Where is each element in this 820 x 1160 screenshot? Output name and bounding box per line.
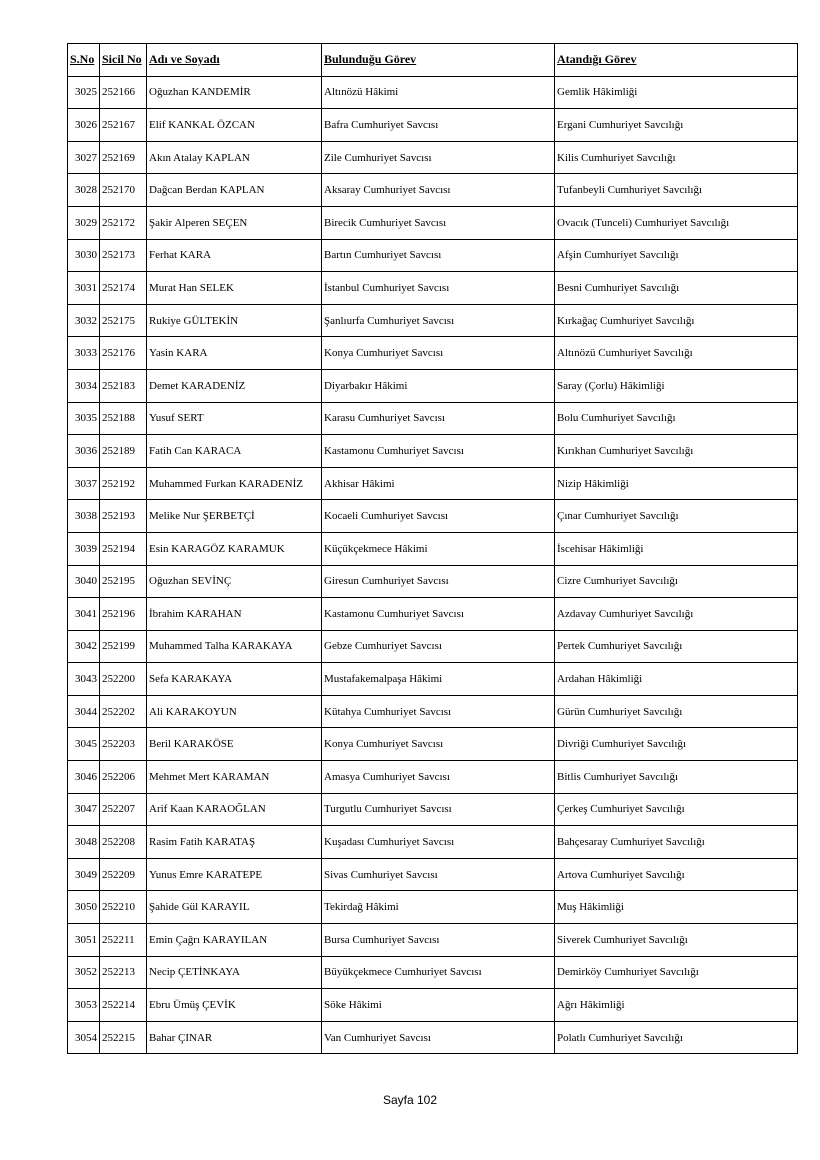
- cell-sicil: 252209: [100, 858, 147, 891]
- cell-name: Bahar ÇINAR: [147, 1021, 322, 1054]
- cell-current-post: Bartın Cumhuriyet Savcısı: [322, 239, 555, 272]
- header-sicil: Sicil No: [100, 44, 147, 77]
- cell-name: Akın Atalay KAPLAN: [147, 141, 322, 174]
- table-row: [68, 695, 798, 728]
- cell-sno: 3042: [68, 630, 100, 663]
- cell-sicil: 252214: [100, 989, 147, 1022]
- cell-current-post: Bafra Cumhuriyet Savcısı: [322, 109, 555, 142]
- cell-name: Dağcan Berdan KAPLAN: [147, 174, 322, 207]
- cell-sno: 3049: [68, 858, 100, 891]
- cell-sno: 3030: [68, 239, 100, 272]
- cell-current-post: Küçükçekmece Hâkimi: [322, 532, 555, 565]
- cell-current-post: Gebze Cumhuriyet Savcısı: [322, 630, 555, 663]
- cell-current-post: Kocaeli Cumhuriyet Savcısı: [322, 500, 555, 533]
- cell-sicil: 252169: [100, 141, 147, 174]
- table-row: [68, 728, 798, 761]
- cell-assigned-post: Kilis Cumhuriyet Savcılığı: [555, 141, 798, 174]
- cell-sno: 3040: [68, 565, 100, 598]
- cell-current-post: Konya Cumhuriyet Savcısı: [322, 337, 555, 370]
- cell-assigned-post: Kırkağaç Cumhuriyet Savcılığı: [555, 304, 798, 337]
- cell-assigned-post: Tufanbeyli Cumhuriyet Savcılığı: [555, 174, 798, 207]
- cell-assigned-post: Siverek Cumhuriyet Savcılığı: [555, 924, 798, 957]
- cell-current-post: Söke Hâkimi: [322, 989, 555, 1022]
- cell-assigned-post: Polatlı Cumhuriyet Savcılığı: [555, 1021, 798, 1054]
- cell-assigned-post: Azdavay Cumhuriyet Savcılığı: [555, 598, 798, 631]
- cell-assigned-post: Gemlik Hâkimliği: [555, 76, 798, 109]
- cell-name: Sefa KARAKAYA: [147, 663, 322, 696]
- cell-sicil: 252193: [100, 500, 147, 533]
- cell-name: Fatih Can KARACA: [147, 435, 322, 468]
- cell-sicil: 252210: [100, 891, 147, 924]
- cell-current-post: İstanbul Cumhuriyet Savcısı: [322, 272, 555, 305]
- header-name: Adı ve Soyadı: [147, 44, 322, 77]
- cell-sicil: 252199: [100, 630, 147, 663]
- table-row: [68, 598, 798, 631]
- cell-sno: 3053: [68, 989, 100, 1022]
- table-row: [68, 500, 798, 533]
- cell-name: Murat Han SELEK: [147, 272, 322, 305]
- cell-assigned-post: İscehisar Hâkimliği: [555, 532, 798, 565]
- cell-name: Ferhat KARA: [147, 239, 322, 272]
- cell-assigned-post: Saray (Çorlu) Hâkimliği: [555, 369, 798, 402]
- cell-assigned-post: Artova Cumhuriyet Savcılığı: [555, 858, 798, 891]
- cell-name: Oğuzhan KANDEMİR: [147, 76, 322, 109]
- cell-current-post: Akhisar Hâkimi: [322, 467, 555, 500]
- table-row: [68, 402, 798, 435]
- cell-assigned-post: Besni Cumhuriyet Savcılığı: [555, 272, 798, 305]
- cell-assigned-post: Çınar Cumhuriyet Savcılığı: [555, 500, 798, 533]
- cell-sicil: 252170: [100, 174, 147, 207]
- table-row: [68, 924, 798, 957]
- table-row: [68, 337, 798, 370]
- cell-sno: 3050: [68, 891, 100, 924]
- cell-assigned-post: Afşin Cumhuriyet Savcılığı: [555, 239, 798, 272]
- cell-sicil: 252200: [100, 663, 147, 696]
- assignment-table: [67, 43, 798, 1054]
- cell-current-post: Zile Cumhuriyet Savcısı: [322, 141, 555, 174]
- cell-assigned-post: Divriği Cumhuriyet Savcılığı: [555, 728, 798, 761]
- table-row: [68, 989, 798, 1022]
- cell-current-post: Kuşadası Cumhuriyet Savcısı: [322, 826, 555, 859]
- cell-sicil: 252202: [100, 695, 147, 728]
- table-row: [68, 304, 798, 337]
- cell-sno: 3034: [68, 369, 100, 402]
- table-row: [68, 76, 798, 109]
- cell-sicil: 252195: [100, 565, 147, 598]
- cell-current-post: Kütahya Cumhuriyet Savcısı: [322, 695, 555, 728]
- cell-name: Rasim Fatih KARATAŞ: [147, 826, 322, 859]
- cell-name: Elif KANKAL ÖZCAN: [147, 109, 322, 142]
- cell-current-post: Altınözü Hâkimi: [322, 76, 555, 109]
- cell-sicil: 252188: [100, 402, 147, 435]
- table-row: [68, 630, 798, 663]
- cell-name: Necip ÇETİNKAYA: [147, 956, 322, 989]
- table-row: [68, 467, 798, 500]
- cell-sno: 3054: [68, 1021, 100, 1054]
- cell-name: Yunus Emre KARATEPE: [147, 858, 322, 891]
- table-row: [68, 1021, 798, 1054]
- table-row: [68, 826, 798, 859]
- cell-sno: 3025: [68, 76, 100, 109]
- cell-name: Beril KARAKÖSE: [147, 728, 322, 761]
- cell-name: Yasin KARA: [147, 337, 322, 370]
- header-sno: S.No: [68, 44, 100, 77]
- cell-sno: 3048: [68, 826, 100, 859]
- cell-sno: 3045: [68, 728, 100, 761]
- cell-current-post: Bursa Cumhuriyet Savcısı: [322, 924, 555, 957]
- table-header-row: [68, 44, 798, 77]
- table-row: [68, 174, 798, 207]
- cell-sno: 3036: [68, 435, 100, 468]
- cell-current-post: Amasya Cumhuriyet Savcısı: [322, 761, 555, 794]
- table-row: [68, 891, 798, 924]
- cell-sicil: 252174: [100, 272, 147, 305]
- cell-sno: 3031: [68, 272, 100, 305]
- cell-current-post: Aksaray Cumhuriyet Savcısı: [322, 174, 555, 207]
- cell-sicil: 252211: [100, 924, 147, 957]
- cell-current-post: Giresun Cumhuriyet Savcısı: [322, 565, 555, 598]
- cell-name: Yusuf SERT: [147, 402, 322, 435]
- cell-sno: 3028: [68, 174, 100, 207]
- cell-assigned-post: Altınözü Cumhuriyet Savcılığı: [555, 337, 798, 370]
- cell-current-post: Karasu Cumhuriyet Savcısı: [322, 402, 555, 435]
- table-body: [68, 76, 798, 1054]
- cell-sicil: 252176: [100, 337, 147, 370]
- cell-sno: 3038: [68, 500, 100, 533]
- cell-sicil: 252192: [100, 467, 147, 500]
- header-assigned-post: Atandığı Görev: [555, 44, 798, 77]
- cell-sno: 3032: [68, 304, 100, 337]
- cell-current-post: Şanlıurfa Cumhuriyet Savcısı: [322, 304, 555, 337]
- cell-sno: 3047: [68, 793, 100, 826]
- cell-name: Muhammed Talha KARAKAYA: [147, 630, 322, 663]
- cell-assigned-post: Demirköy Cumhuriyet Savcılığı: [555, 956, 798, 989]
- cell-current-post: Van Cumhuriyet Savcısı: [322, 1021, 555, 1054]
- cell-assigned-post: Gürün Cumhuriyet Savcılığı: [555, 695, 798, 728]
- cell-sicil: 252194: [100, 532, 147, 565]
- cell-current-post: Kastamonu Cumhuriyet Savcısı: [322, 435, 555, 468]
- cell-sicil: 252196: [100, 598, 147, 631]
- cell-sno: 3033: [68, 337, 100, 370]
- cell-name: Demet KARADENİZ: [147, 369, 322, 402]
- cell-assigned-post: Ergani Cumhuriyet Savcılığı: [555, 109, 798, 142]
- table-row: [68, 532, 798, 565]
- table-row: [68, 141, 798, 174]
- table-row: [68, 565, 798, 598]
- table-row: [68, 761, 798, 794]
- cell-name: Emin Çağrı KARAYILAN: [147, 924, 322, 957]
- cell-sno: 3044: [68, 695, 100, 728]
- cell-sno: 3026: [68, 109, 100, 142]
- table-row: [68, 956, 798, 989]
- cell-sicil: 252167: [100, 109, 147, 142]
- cell-current-post: Sivas Cumhuriyet Savcısı: [322, 858, 555, 891]
- cell-sno: 3035: [68, 402, 100, 435]
- table-row: [68, 109, 798, 142]
- cell-sicil: 252166: [100, 76, 147, 109]
- cell-name: Rukiye GÜLTEKİN: [147, 304, 322, 337]
- cell-name: Muhammed Furkan KARADENİZ: [147, 467, 322, 500]
- cell-current-post: Konya Cumhuriyet Savcısı: [322, 728, 555, 761]
- cell-assigned-post: Pertek Cumhuriyet Savcılığı: [555, 630, 798, 663]
- cell-sicil: 252175: [100, 304, 147, 337]
- cell-sno: 3039: [68, 532, 100, 565]
- cell-current-post: Mustafakemalpaşa Hâkimi: [322, 663, 555, 696]
- cell-name: Şahide Gül KARAYIL: [147, 891, 322, 924]
- cell-assigned-post: Bolu Cumhuriyet Savcılığı: [555, 402, 798, 435]
- cell-sicil: 252207: [100, 793, 147, 826]
- cell-name: Mehmet Mert KARAMAN: [147, 761, 322, 794]
- table-row: [68, 206, 798, 239]
- table-row: [68, 793, 798, 826]
- cell-assigned-post: Muş Hâkimliği: [555, 891, 798, 924]
- cell-sno: 3037: [68, 467, 100, 500]
- cell-sno: 3051: [68, 924, 100, 957]
- cell-assigned-post: Ovacık (Tunceli) Cumhuriyet Savcılığı: [555, 206, 798, 239]
- cell-current-post: Kastamonu Cumhuriyet Savcısı: [322, 598, 555, 631]
- cell-assigned-post: Nizip Hâkimliği: [555, 467, 798, 500]
- cell-sno: 3052: [68, 956, 100, 989]
- cell-assigned-post: Kırıkhan Cumhuriyet Savcılığı: [555, 435, 798, 468]
- cell-sno: 3046: [68, 761, 100, 794]
- cell-assigned-post: Ağrı Hâkimliği: [555, 989, 798, 1022]
- cell-sicil: 252206: [100, 761, 147, 794]
- table-row: [68, 272, 798, 305]
- cell-sno: 3041: [68, 598, 100, 631]
- cell-current-post: Diyarbakır Hâkimi: [322, 369, 555, 402]
- cell-assigned-post: Ardahan Hâkimliği: [555, 663, 798, 696]
- table-row: [68, 239, 798, 272]
- cell-sicil: 252173: [100, 239, 147, 272]
- cell-sno: 3029: [68, 206, 100, 239]
- cell-current-post: Tekirdağ Hâkimi: [322, 891, 555, 924]
- table-row: [68, 435, 798, 468]
- cell-name: Şakir Alperen SEÇEN: [147, 206, 322, 239]
- cell-current-post: Büyükçekmece Cumhuriyet Savcısı: [322, 956, 555, 989]
- cell-name: Ali KARAKOYUN: [147, 695, 322, 728]
- cell-assigned-post: Bahçesaray Cumhuriyet Savcılığı: [555, 826, 798, 859]
- cell-sicil: 252203: [100, 728, 147, 761]
- table-row: [68, 858, 798, 891]
- cell-sicil: 252172: [100, 206, 147, 239]
- cell-sicil: 252215: [100, 1021, 147, 1054]
- header-current-post: Bulunduğu Görev: [322, 44, 555, 77]
- cell-assigned-post: Cizre Cumhuriyet Savcılığı: [555, 565, 798, 598]
- cell-name: İbrahim KARAHAN: [147, 598, 322, 631]
- cell-sno: 3027: [68, 141, 100, 174]
- cell-name: Melike Nur ŞERBETÇİ: [147, 500, 322, 533]
- cell-sicil: 252189: [100, 435, 147, 468]
- cell-assigned-post: Çerkeş Cumhuriyet Savcılığı: [555, 793, 798, 826]
- cell-name: Ebru Ümüş ÇEVİK: [147, 989, 322, 1022]
- cell-sicil: 252183: [100, 369, 147, 402]
- cell-sno: 3043: [68, 663, 100, 696]
- cell-sicil: 252208: [100, 826, 147, 859]
- cell-current-post: Birecik Cumhuriyet Savcısı: [322, 206, 555, 239]
- cell-name: Esin KARAGÖZ KARAMUK: [147, 532, 322, 565]
- cell-name: Arif Kaan KARAOĞLAN: [147, 793, 322, 826]
- cell-assigned-post: Bitlis Cumhuriyet Savcılığı: [555, 761, 798, 794]
- cell-current-post: Turgutlu Cumhuriyet Savcısı: [322, 793, 555, 826]
- cell-sicil: 252213: [100, 956, 147, 989]
- page-number: Sayfa 102: [382, 1093, 438, 1107]
- table-row: [68, 369, 798, 402]
- table-row: [68, 663, 798, 696]
- cell-name: Oğuzhan SEVİNÇ: [147, 565, 322, 598]
